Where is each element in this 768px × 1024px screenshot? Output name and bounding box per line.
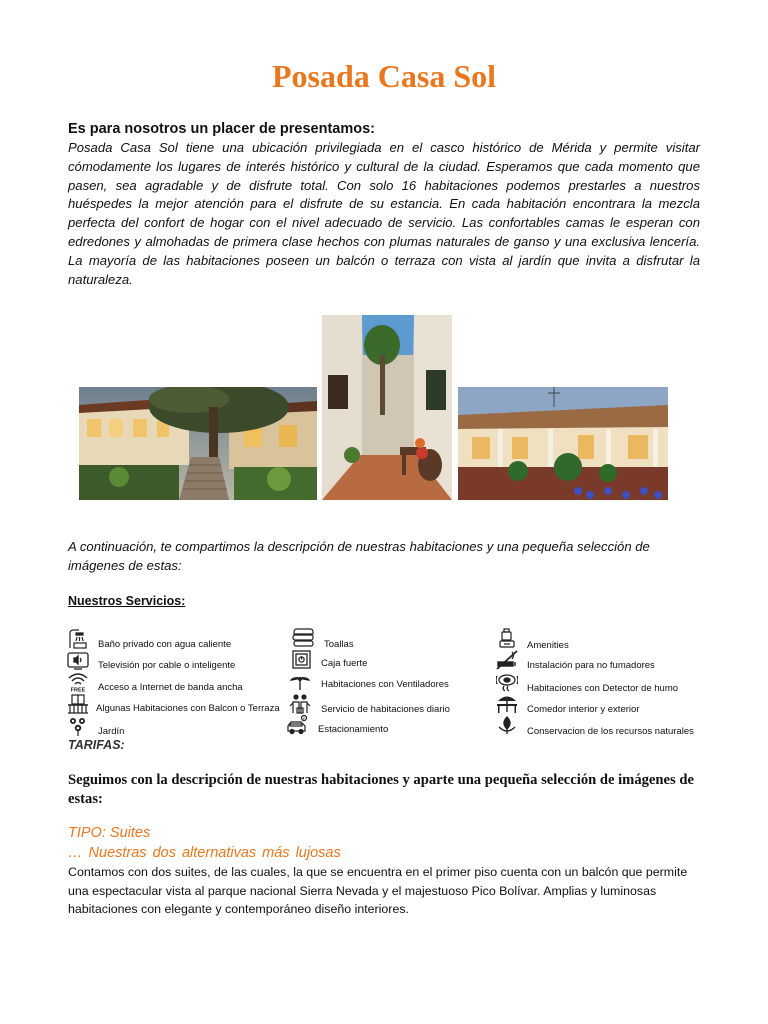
- service-label: Caja fuerte: [321, 658, 368, 669]
- service-label: Estacionamiento: [318, 724, 389, 735]
- suites-description: Contamos con dos suites, de las cuales, la que se encuentra en el primer piso cuenta con un balcón que permite una espectacular vista al parque nacional Sierra Nevada y el majestuoso Pico Bolívar. Amplias y luminosas habitaciones con elegante y contemporáneo diseño interiores.: [68, 865, 688, 916]
- service-label: Jardín: [98, 726, 125, 737]
- service-label: Habitaciones con Ventiladores: [321, 679, 449, 690]
- amenities-icon: [496, 628, 518, 648]
- service-label: Amenities: [527, 640, 569, 651]
- service-label: Conservacion de los recursos naturales: [527, 726, 694, 737]
- service-label: Habitaciones con Detector de humo: [527, 683, 679, 694]
- svg-text:P: P: [302, 716, 306, 721]
- parking-icon: [286, 715, 308, 735]
- fan-icon: [289, 670, 311, 690]
- photo-patio: [458, 387, 668, 500]
- room-type-title: TIPO: Suites: [68, 825, 151, 841]
- services-heading: Nuestros Servicios:: [68, 594, 186, 608]
- service-label: Comedor interior y exterior: [527, 704, 640, 715]
- no-smoking-icon: [496, 650, 518, 670]
- rooms-heading: Seguimos con la descripción de nuestras habitaciones y aparte una pequeña selección de imágenes de estas:: [68, 772, 694, 807]
- tarifas-heading: TARIFAS:: [68, 738, 125, 752]
- photo-courtyard: [322, 315, 452, 500]
- flower-icon: [67, 716, 89, 736]
- room-type-subtitle: … Nuestras dos alternativas más lujosas: [68, 845, 341, 861]
- service-label: Instalación para no fumadores: [527, 660, 655, 671]
- tv-icon: [67, 651, 89, 671]
- service-label: Toallas: [324, 639, 354, 650]
- service-label: Acceso a Internet de banda ancha: [98, 682, 243, 693]
- page-title: Posada Casa Sol: [271, 58, 497, 94]
- wifi-icon: [67, 672, 89, 692]
- intro-heading: Es para nosotros un placer de presentamos:: [68, 121, 376, 137]
- free-badge: FREE: [70, 687, 86, 692]
- photo-garden-house: [79, 387, 317, 500]
- dining-icon: [496, 694, 518, 714]
- balcony-icon: [67, 694, 89, 714]
- housekeeping-icon: [289, 694, 311, 714]
- smoke-detector-icon: [496, 672, 518, 692]
- eco-icon: [496, 715, 518, 735]
- intro-paragraph: Posada Casa Sol tiene una ubicación privilegiada en el casco histórico de Mérida y permite visitar cómodamente los lugares de interés histórico y cultural de la ciudad. Esperamos que cada momento que pasen, sea agradable y de disfrute total. Con solo 16 habitaciones podemos prestarles a nuestros huéspedes la mejor atención para el disfrute de su estancia. En cada habitación encontrara la mezcla perfecta del confort de hogar con el nivel adecuado de servicio. Las confortables camas le esperan con edredones y almohadas de primera clase hechos con plumas naturales de ganso y una exclusiva lencería. La mayoría de las habitaciones poseen un balcón o terraza con vista al jardín que invita a disfrutar la naturaleza.: [68, 140, 700, 287]
- service-label: Algunas Habitaciones con Balcon o Terraza: [96, 703, 280, 714]
- service-label: Baño privado con agua caliente: [98, 639, 232, 650]
- shower-icon: [67, 629, 89, 649]
- service-label: Televisión por cable o inteligente: [98, 660, 236, 671]
- service-label: Servicio de habitaciones diario: [321, 704, 450, 715]
- safe-icon: [291, 650, 313, 670]
- rooms-intro-text: A continuación, te compartimos la descripción de nuestras habitaciones y una pequeña selección de imágenes de estas:: [68, 539, 650, 573]
- towels-icon: [290, 628, 316, 648]
